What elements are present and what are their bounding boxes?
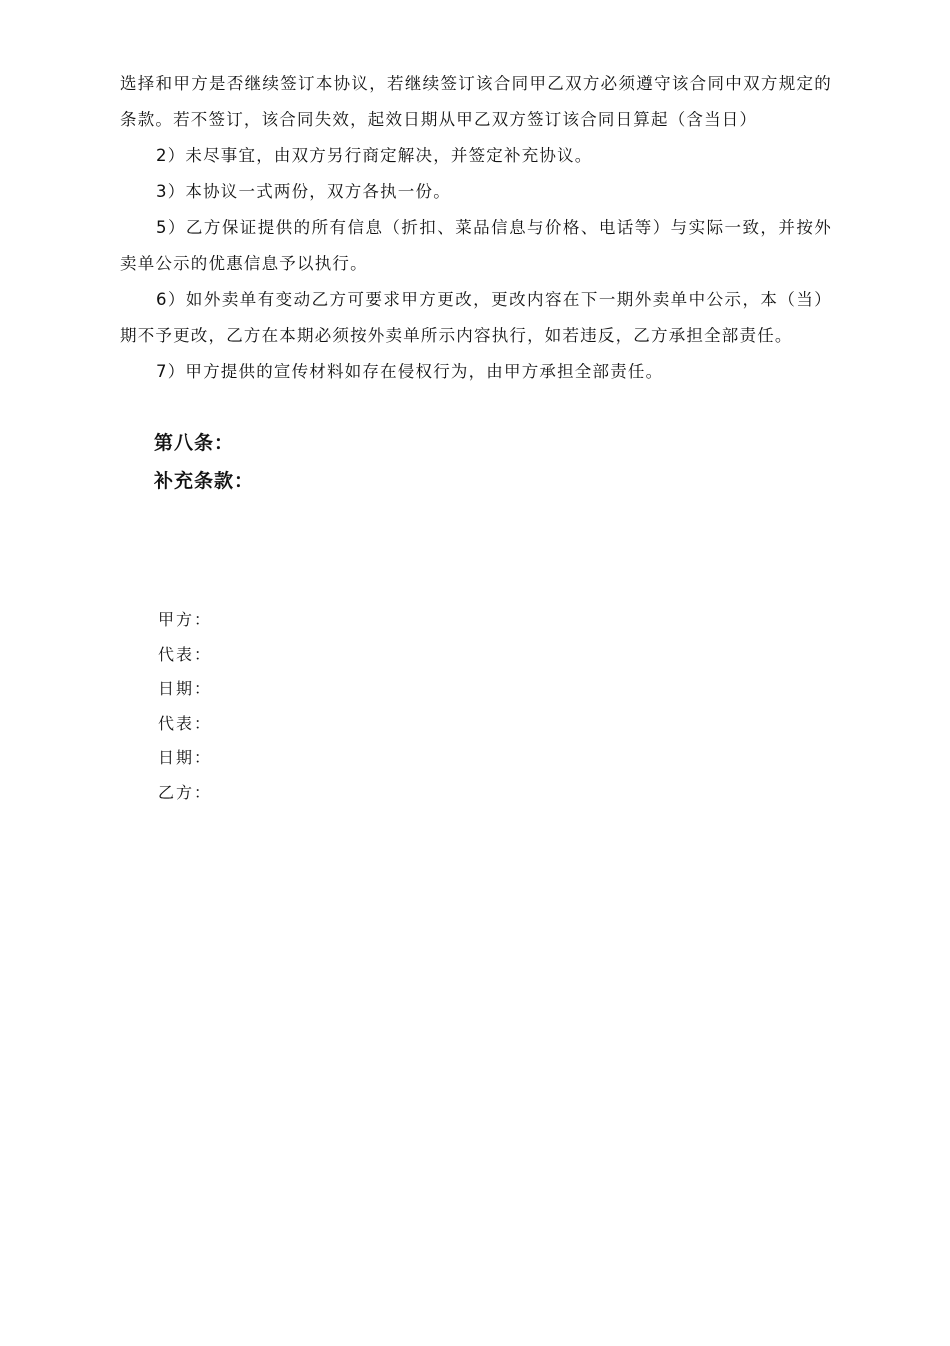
date-label: 日期： <box>158 748 213 767</box>
paragraph-clause-3: 3）本协议一式两份，双方各执一份。 <box>156 182 451 201</box>
paragraph-clause-2: 2）未尽事宜，由双方另行商定解决，并签定补充协议。 <box>156 146 593 165</box>
paragraph-clause-5: 5）乙方保证提供的所有信息（折扣、菜品信息与价格、电话等）与实际一致，并按外卖单公示的优惠信息予以执行。 <box>120 218 832 273</box>
date-label: 日期： <box>158 679 213 698</box>
paragraph-clause-6: 6）如外卖单有变动乙方可要求甲方更改，更改内容在下一期外卖单中公示，本（当）期不予更改，乙方在本期必须按外卖单所示内容执行，如若违反，乙方承担全部责任。 <box>120 290 832 345</box>
article-eight-heading: 第八条： <box>154 432 235 454</box>
signature-block <box>158 603 212 810</box>
party-b-label: 乙方： <box>158 782 213 802</box>
representative-label: 代表： <box>158 644 213 664</box>
supplementary-terms-heading: 补充条款： <box>154 470 255 492</box>
paragraph-continuation: 选择和甲方是否继续签订本协议，若继续签订该合同甲乙双方必须遵守该合同中双方规定的条款。若不签订，该合同失效，起效日期从甲乙双方签订该合同日算起（含当日） <box>120 74 832 129</box>
paragraph-clause-7: 7）甲方提供的宣传材料如存在侵权行为，由甲方承担全部责任。 <box>156 362 664 381</box>
contract-body <box>120 66 832 390</box>
representative-label: 代表： <box>158 713 213 733</box>
party-a-label: 甲方： <box>158 610 213 629</box>
